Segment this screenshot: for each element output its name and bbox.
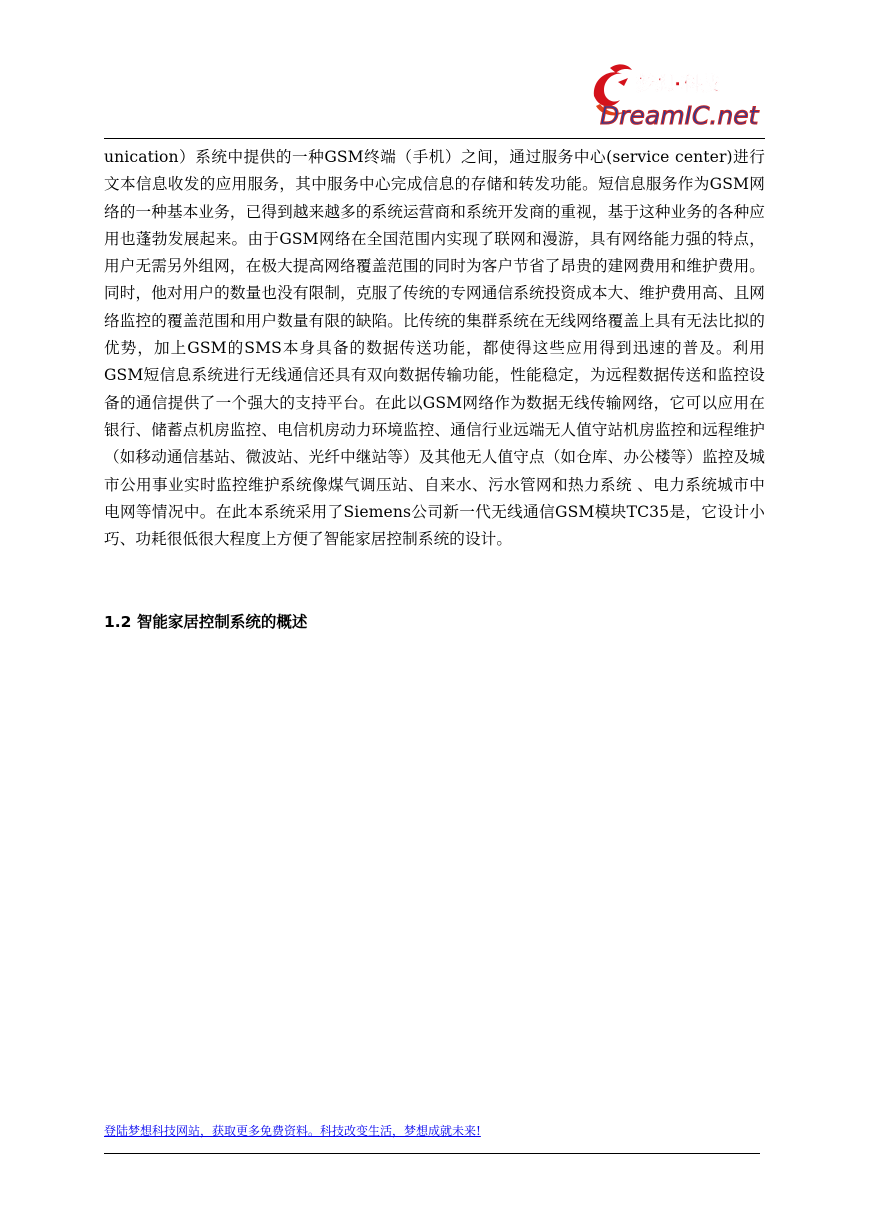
dreamic-logo	[588, 60, 764, 132]
body-paragraph: unication）系统中提供的一种GSM终端（手机）之间，通过服务中心(service center)进行文本信息收发的应用服务，其中服务中心完成信息的存储和转发功能。短信息服务作为GSM网络的一种基本业务，已得到越来越多的系统运营商和系统开发商的重视，基于这种业务的各种应用也蓬勃发展起来。由于GSM网络在全国范围内实现了联网和漫游，具有网络能力强的特点，用户无需另外组网，在极大提高网络覆盖范围的同时为客户节省了昂贵的建网费用和维护费用。同时，他对用户的数量也没有限制，克服了传统的专网通信系统投资成本大、维护费用高、且网络监控的覆盖范围和用户数量有限的缺陷。比传统的集群系统在无线网络覆盖上具有无法比拟的优势，加上GSM的SMS本身具备的数据传送功能，都使得这些应用得到迅速的普及。利用GSM短信息系统进行无线通信还具有双向数据传输功能，性能稳定，为远程数据传送和监控设备的通信提供了一个强大的支持平台。在此以GSM网络作为数据无线传输网络，它可以应用在银行、储蓄点机房监控、电信机房动力环境监控、通信行业远端无人值守站机房监控和远程维护（如移动通信基站、微波站、光纤中继站等）及其他无人值守点（如仓库、办公楼等）监控及城市公用事业实时监控维护系统像煤气调压站、自来水、污水管网和热力系统 、电力系统城市中电网等情况中。在此本系统采用了Siemens公司新一代无线通信GSM模块TC35是，它设计小巧、功耗很低很大程度上方便了智能家居控制系统的设计。	[104, 148, 765, 549]
logo-cn-text: 梦想·科技	[636, 73, 720, 95]
footer-link[interactable]: 登陆梦想科技网站，获取更多免费资料。科技改变生活，梦想成就未来!	[104, 1124, 481, 1138]
header-divider	[104, 138, 765, 139]
logo-en-text: DreamIC.net	[600, 101, 759, 130]
footer-divider	[104, 1153, 760, 1154]
section-heading: 1.2 智能家居控制系统的概述	[104, 613, 308, 631]
dragon-logo-icon	[588, 60, 764, 132]
